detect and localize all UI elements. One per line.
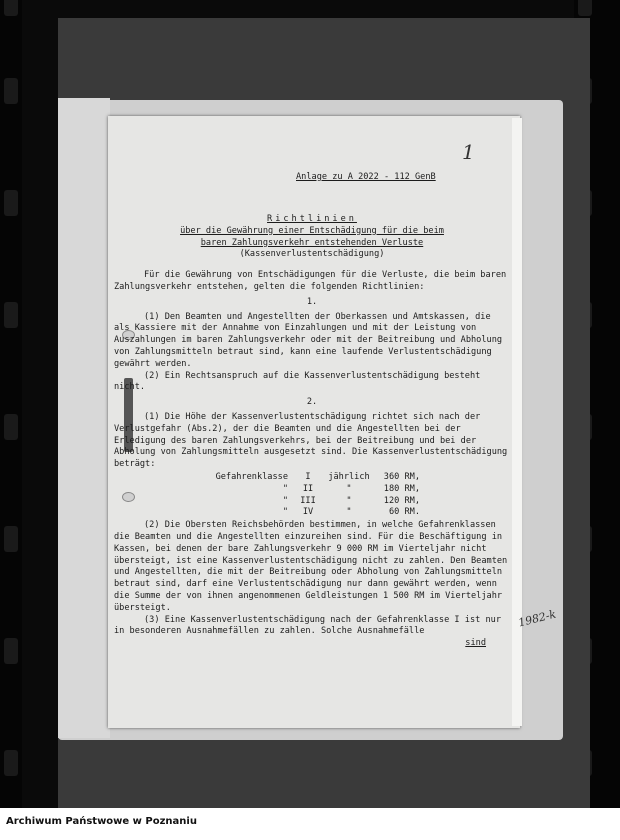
table-row bbox=[210, 484, 510, 496]
table-cell: " bbox=[282, 495, 288, 506]
sprocket-hole bbox=[4, 302, 18, 328]
document-subtitle: (Kassenverlustentschädigung) bbox=[239, 249, 385, 260]
table-cell: IV bbox=[302, 507, 314, 518]
paragraph: (2) Ein Rechtsanspruch auf die Kassenverlustentschädigung besteht nicht. bbox=[114, 370, 481, 393]
paragraph: (1) Den Beamten und Angestellten der Oberkassen und Amtskassen, die als Kassiere mit der Annahme von Einzahlungen und mit der Leistung von Auszahlungen im baren Zahlungsverkehr oder mit der Beitreibung und Abholung von Zahlungsmitteln betraut sind, kann eine laufende Verlustentschädigung gewährt werden. bbox=[114, 311, 503, 369]
sprocket-hole bbox=[4, 526, 18, 552]
table-cell: 360 RM, bbox=[383, 471, 420, 482]
table-cell: " bbox=[346, 495, 352, 506]
margin-note: 1982-k bbox=[516, 607, 558, 630]
table-cell: III bbox=[300, 495, 316, 506]
folder-spine bbox=[58, 98, 110, 738]
sprocket-hole bbox=[4, 638, 18, 664]
rate-table bbox=[210, 472, 510, 519]
archive-footer bbox=[0, 808, 620, 840]
folio-number: 1 bbox=[462, 140, 475, 164]
table-cell: " bbox=[346, 507, 352, 518]
intro-paragraph: Für die Gewährung von Entschädigungen für die Verluste, die beim baren Zahlungsverkehr entstehen, gelten die folgenden Richtlinien: bbox=[114, 270, 507, 292]
table-cell: 180 RM, bbox=[383, 483, 420, 494]
table-cell: " bbox=[346, 483, 352, 494]
sprocket-hole bbox=[4, 190, 18, 216]
document-body bbox=[114, 166, 510, 650]
archive-name: Archiwum Państwowe w Poznaniu bbox=[6, 816, 197, 827]
sprocket-hole bbox=[4, 78, 18, 104]
sprocket-hole bbox=[4, 750, 18, 776]
section-number: 2. bbox=[306, 397, 318, 408]
paragraph: (2) Die Obersten Reichsbehörden bestimmen, in welche Gefahrenklassen die Beamten und die Angestellten einzureihen sind. Für die Beschäftigung in Kassen, bei denen der bare Zahlungsverkehr 9 000 RM im Vierteljahr nicht übersteigt, ist eine Kassenverlustentschädigung nicht zu zahlen. Den Beamten und Angestellten, die mit der Beitreibung oder Abholung von Zahlungsmitteln betraut sind, darf eine Verlustentschädigung nur dann gewährt werden, wenn die Summe der von ihnen angenommenen Geldleistungen 1 500 RM im Vierteljahr übersteigt. bbox=[114, 520, 508, 613]
table-row bbox=[210, 507, 510, 519]
sprocket-hole bbox=[578, 0, 592, 16]
sprocket-hole bbox=[4, 0, 18, 16]
document-subtitle: über die Gewährung einer Entschädigung für die beim bbox=[180, 225, 444, 236]
table-cell: 60 RM. bbox=[388, 507, 420, 518]
table-row bbox=[210, 472, 510, 484]
page-edge bbox=[512, 118, 522, 726]
document-title: Richtlinien bbox=[267, 214, 357, 224]
film-strip-left bbox=[0, 0, 22, 840]
table-cell: Gefahrenklasse bbox=[215, 471, 288, 482]
document-reference: Anlage zu A 2022 - 112 GenB bbox=[296, 172, 436, 182]
paragraph: (1) Die Höhe der Kassenverlustentschädigung richtet sich nach der Verlustgefahr (Abs.2), der die Beamten und die Angestellten bei der Erledigung des baren Zahlungsverkehrs, bei der Beitreibung und bei der Abholung von Zahlungsmitteln ausgesetzt sind. Die Kassenverlustentschädigung beträgt: bbox=[114, 411, 508, 470]
section-number: 1. bbox=[306, 296, 318, 307]
paragraph: (3) Eine Kassenverlustentschädigung nach der Gefahrenklasse I ist nur in besonderen Ausnahmefällen zu zahlen. Solche Ausnahmefälle bbox=[114, 614, 501, 637]
table-cell: " bbox=[282, 483, 288, 494]
table-row bbox=[210, 496, 510, 508]
document-subtitle: baren Zahlungsverkehr entstehenden Verluste bbox=[200, 237, 424, 248]
table-cell: " bbox=[282, 507, 288, 518]
sprocket-hole bbox=[4, 414, 18, 440]
table-cell: jährlich bbox=[328, 471, 370, 482]
table-cell: I bbox=[305, 471, 311, 482]
table-cell: 120 RM, bbox=[383, 495, 420, 506]
table-cell: II bbox=[302, 483, 314, 494]
catchword: sind bbox=[465, 638, 486, 649]
